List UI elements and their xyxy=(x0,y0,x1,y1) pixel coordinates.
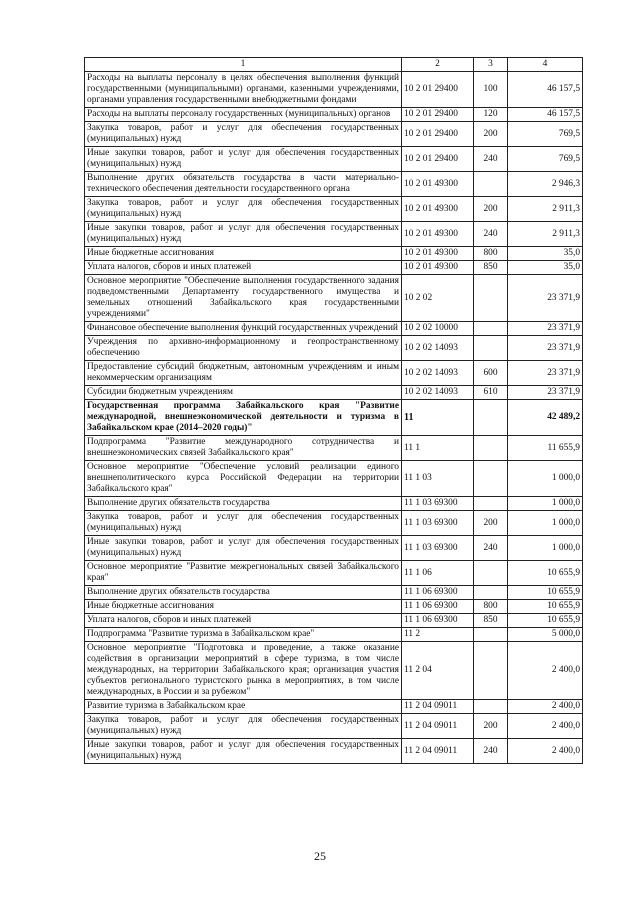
column-header-3: 3 xyxy=(474,58,508,72)
row-amount-cell: 46 157,5 xyxy=(508,72,583,108)
row-code-cell: 11 1 06 69300 xyxy=(402,586,474,600)
row-code-cell: 11 1 06 69300 xyxy=(402,600,474,614)
table-row xyxy=(85,361,583,386)
row-code-cell: 11 2 04 09011 xyxy=(402,714,474,739)
row-expense-type-cell: 240 xyxy=(474,739,508,764)
column-header-2: 2 xyxy=(402,58,474,72)
table-body xyxy=(85,72,583,764)
row-code-cell: 10 2 01 49300 xyxy=(402,197,474,222)
row-name-cell: Основное мероприятие "Обеспечение выполнения государственного задания подведомственными Департаменту государственного имущества и земельных отношений Забайкальского края государственными учреждениями" xyxy=(85,275,402,322)
column-header-4: 4 xyxy=(508,58,583,72)
row-amount-cell: 2 400,0 xyxy=(508,642,583,700)
row-name-cell: Подпрограмма "Развитие международного сотрудничества и внешнеэкономических связей Забайкальского края" xyxy=(85,436,402,461)
row-expense-type-cell xyxy=(474,322,508,336)
table-row xyxy=(85,122,583,147)
row-expense-type-cell xyxy=(474,400,508,436)
row-code-cell: 10 2 02 10000 xyxy=(402,322,474,336)
table-row xyxy=(85,436,583,461)
row-name-cell: Подпрограмма "Развитие туризма в Забайкальском крае" xyxy=(85,628,402,642)
row-amount-cell: 5 000,0 xyxy=(508,628,583,642)
row-code-cell: 10 2 01 29400 xyxy=(402,122,474,147)
row-amount-cell: 23 371,9 xyxy=(508,336,583,361)
table-row xyxy=(85,400,583,436)
row-name-cell: Основное мероприятие "Развитие межрегиональных связей Забайкальского края" xyxy=(85,561,402,586)
row-code-cell: 10 2 01 29400 xyxy=(402,72,474,108)
table-row xyxy=(85,222,583,247)
row-code-cell: 11 xyxy=(402,400,474,436)
row-code-cell: 11 1 03 69300 xyxy=(402,536,474,561)
row-name-cell: Расходы на выплаты персоналу государственных (муниципальных) органов xyxy=(85,108,402,122)
table-row xyxy=(85,336,583,361)
row-code-cell: 10 2 01 29400 xyxy=(402,147,474,172)
row-name-cell: Закупка товаров, работ и услуг для обеспечения государственных (муниципальных) нужд xyxy=(85,122,402,147)
table-row xyxy=(85,247,583,261)
row-expense-type-cell: 610 xyxy=(474,386,508,400)
table-row xyxy=(85,614,583,628)
row-expense-type-cell: 200 xyxy=(474,122,508,147)
row-code-cell: 10 2 02 14093 xyxy=(402,361,474,386)
row-name-cell: Выполнение других обязательств государства в части материально-технического обеспечения деятельности государственного органа xyxy=(85,172,402,197)
table-row xyxy=(85,261,583,275)
row-expense-type-cell xyxy=(474,436,508,461)
row-code-cell: 11 1 06 69300 xyxy=(402,614,474,628)
table-row xyxy=(85,461,583,497)
row-name-cell: Развитие туризма в Забайкальском крае xyxy=(85,700,402,714)
row-code-cell: 11 1 03 xyxy=(402,461,474,497)
row-expense-type-cell xyxy=(474,497,508,511)
table-row xyxy=(85,197,583,222)
row-name-cell: Учреждения по архивно-информационному и геопространственному обеспечению xyxy=(85,336,402,361)
row-expense-type-cell: 800 xyxy=(474,247,508,261)
table-row xyxy=(85,714,583,739)
row-amount-cell: 23 371,9 xyxy=(508,361,583,386)
row-code-cell: 11 1 06 xyxy=(402,561,474,586)
row-name-cell: Закупка товаров, работ и услуг для обеспечения государственных (муниципальных) нужд xyxy=(85,511,402,536)
row-code-cell: 10 2 01 49300 xyxy=(402,222,474,247)
row-code-cell: 11 2 04 09011 xyxy=(402,700,474,714)
table-row xyxy=(85,628,583,642)
row-name-cell: Предоставление субсидий бюджетным, автономным учреждениям и иным некоммерческим организациям xyxy=(85,361,402,386)
row-code-cell: 11 2 04 xyxy=(402,642,474,700)
row-expense-type-cell xyxy=(474,628,508,642)
table-row xyxy=(85,600,583,614)
row-name-cell: Субсидии бюджетным учреждениям xyxy=(85,386,402,400)
column-header-1: 1 xyxy=(85,58,402,72)
row-amount-cell: 10 655,9 xyxy=(508,561,583,586)
row-expense-type-cell: 850 xyxy=(474,261,508,275)
row-amount-cell: 2 400,0 xyxy=(508,739,583,764)
row-expense-type-cell xyxy=(474,336,508,361)
header-row xyxy=(85,58,583,72)
table-row xyxy=(85,536,583,561)
row-amount-cell: 769,5 xyxy=(508,147,583,172)
row-expense-type-cell: 240 xyxy=(474,222,508,247)
row-amount-cell: 2 400,0 xyxy=(508,714,583,739)
row-expense-type-cell: 200 xyxy=(474,714,508,739)
row-name-cell: Финансовое обеспечение выполнения функций государственных учреждений xyxy=(85,322,402,336)
budget-table xyxy=(84,57,583,764)
row-code-cell: 11 1 03 69300 xyxy=(402,497,474,511)
row-amount-cell: 23 371,9 xyxy=(508,322,583,336)
row-expense-type-cell xyxy=(474,461,508,497)
table-row xyxy=(85,586,583,600)
row-amount-cell: 42 489,2 xyxy=(508,400,583,436)
row-amount-cell: 1 000,0 xyxy=(508,461,583,497)
table-row xyxy=(85,561,583,586)
row-name-cell: Иные закупки товаров, работ и услуг для обеспечения государственных (муниципальных) нужд xyxy=(85,739,402,764)
row-name-cell: Основное мероприятие "Подготовка и проведение, а также оказание содействия в организации мероприятий в сфере туризма, в том числе международных, на территории Забайкальского края; организация участия субъектов регионального туристского рынка в мероприятиях, в том числе международных, в России и за рубежом" xyxy=(85,642,402,700)
table-row xyxy=(85,511,583,536)
table-row xyxy=(85,172,583,197)
row-expense-type-cell xyxy=(474,172,508,197)
row-expense-type-cell xyxy=(474,561,508,586)
row-amount-cell: 10 655,9 xyxy=(508,586,583,600)
table-row xyxy=(85,497,583,511)
row-name-cell: Закупка товаров, работ и услуг для обеспечения государственных (муниципальных) нужд xyxy=(85,197,402,222)
table-row xyxy=(85,275,583,322)
row-amount-cell: 35,0 xyxy=(508,247,583,261)
row-name-cell: Иные бюджетные ассигнования xyxy=(85,600,402,614)
row-expense-type-cell xyxy=(474,700,508,714)
table-row xyxy=(85,739,583,764)
row-expense-type-cell: 120 xyxy=(474,108,508,122)
table-row xyxy=(85,700,583,714)
row-code-cell: 10 2 01 29400 xyxy=(402,108,474,122)
page-number: 25 xyxy=(314,849,326,863)
row-expense-type-cell: 800 xyxy=(474,600,508,614)
row-expense-type-cell: 240 xyxy=(474,536,508,561)
row-expense-type-cell: 200 xyxy=(474,511,508,536)
row-code-cell: 10 2 02 14093 xyxy=(402,386,474,400)
row-amount-cell: 2 946,3 xyxy=(508,172,583,197)
row-name-cell: Выполнение других обязательств государства xyxy=(85,586,402,600)
row-name-cell: Иные закупки товаров, работ и услуг для обеспечения государственных (муниципальных) нужд xyxy=(85,536,402,561)
row-amount-cell: 35,0 xyxy=(508,261,583,275)
row-expense-type-cell: 240 xyxy=(474,147,508,172)
row-name-cell: Государственная программа Забайкальского края "Развитие международной, внешнеэкономической деятельности и туризма в Забайкальском крае (2014–2020 годы)" xyxy=(85,400,402,436)
row-amount-cell: 769,5 xyxy=(508,122,583,147)
table-row xyxy=(85,72,583,108)
row-expense-type-cell: 100 xyxy=(474,72,508,108)
row-amount-cell: 1 000,0 xyxy=(508,511,583,536)
row-amount-cell: 1 000,0 xyxy=(508,536,583,561)
row-name-cell: Закупка товаров, работ и услуг для обеспечения государственных (муниципальных) нужд xyxy=(85,714,402,739)
row-amount-cell: 1 000,0 xyxy=(508,497,583,511)
row-expense-type-cell: 600 xyxy=(474,361,508,386)
row-amount-cell: 11 655,9 xyxy=(508,436,583,461)
row-expense-type-cell: 200 xyxy=(474,197,508,222)
table-row xyxy=(85,322,583,336)
row-amount-cell: 23 371,9 xyxy=(508,275,583,322)
row-expense-type-cell xyxy=(474,642,508,700)
row-amount-cell: 2 911,3 xyxy=(508,197,583,222)
table-row xyxy=(85,108,583,122)
row-code-cell: 11 1 xyxy=(402,436,474,461)
row-code-cell: 11 2 xyxy=(402,628,474,642)
table-row xyxy=(85,386,583,400)
row-expense-type-cell xyxy=(474,586,508,600)
row-name-cell: Иные закупки товаров, работ и услуг для обеспечения государственных (муниципальных) нужд xyxy=(85,147,402,172)
row-code-cell: 11 2 04 09011 xyxy=(402,739,474,764)
row-code-cell: 10 2 01 49300 xyxy=(402,247,474,261)
row-name-cell: Выполнение других обязательств государства xyxy=(85,497,402,511)
row-code-cell: 10 2 02 xyxy=(402,275,474,322)
row-name-cell: Уплата налогов, сборов и иных платежей xyxy=(85,261,402,275)
row-code-cell: 10 2 01 49300 xyxy=(402,172,474,197)
row-name-cell: Уплата налогов, сборов и иных платежей xyxy=(85,614,402,628)
row-expense-type-cell: 850 xyxy=(474,614,508,628)
row-amount-cell: 10 655,9 xyxy=(508,614,583,628)
table-row xyxy=(85,147,583,172)
row-code-cell: 10 2 02 14093 xyxy=(402,336,474,361)
row-name-cell: Расходы на выплаты персоналу в целях обеспечения выполнения функций государственными (муниципальными) органами, казенными учреждениями, органами управления государственными внебюджетными фондами xyxy=(85,72,402,108)
row-expense-type-cell xyxy=(474,275,508,322)
row-amount-cell: 10 655,9 xyxy=(508,600,583,614)
row-code-cell: 10 2 01 49300 xyxy=(402,261,474,275)
row-amount-cell: 2 400,0 xyxy=(508,700,583,714)
row-code-cell: 11 1 03 69300 xyxy=(402,511,474,536)
table-row xyxy=(85,642,583,700)
row-name-cell: Иные закупки товаров, работ и услуг для обеспечения государственных (муниципальных) нужд xyxy=(85,222,402,247)
row-amount-cell: 46 157,5 xyxy=(508,108,583,122)
row-name-cell: Основное мероприятие "Обеспечение условий реализации единого внешнеполитического курса Российской Федерации на территории Забайкальского края" xyxy=(85,461,402,497)
row-amount-cell: 23 371,9 xyxy=(508,386,583,400)
row-amount-cell: 2 911,3 xyxy=(508,222,583,247)
row-name-cell: Иные бюджетные ассигнования xyxy=(85,247,402,261)
